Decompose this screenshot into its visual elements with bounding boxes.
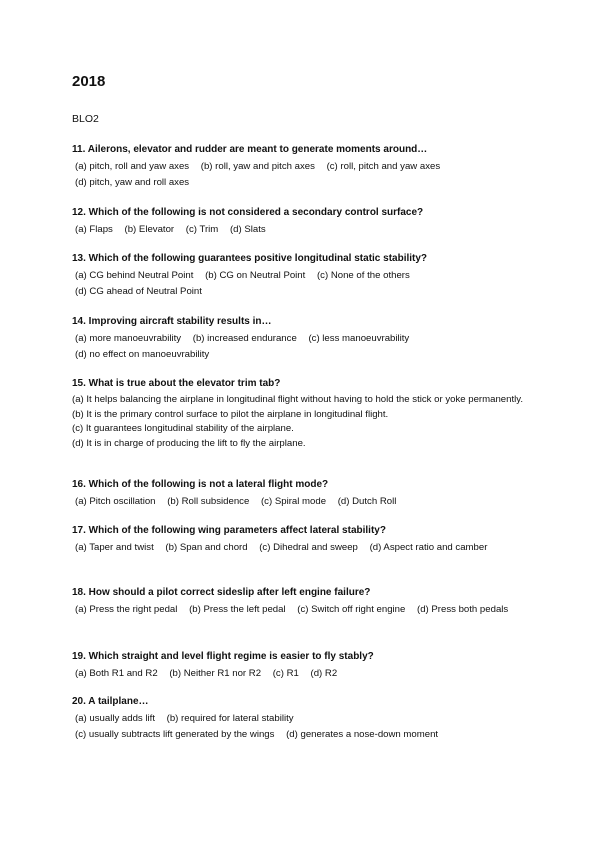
option-c: (c) Switch off right engine xyxy=(297,604,406,615)
question-12 xyxy=(72,205,524,238)
question-text: 20. A tailplane… xyxy=(72,696,149,707)
option-a: (a) Flaps xyxy=(75,224,113,235)
options xyxy=(72,222,524,238)
option-a: (a) Taper and twist xyxy=(75,542,154,553)
option-d: (d) R2 xyxy=(310,668,338,679)
option-d: (d) Aspect ratio and camber xyxy=(369,542,488,553)
option-c: (c) Spiral mode xyxy=(260,496,327,507)
option-d: (d) no effect on manoeuvrability xyxy=(75,349,210,360)
question-text: 19. Which straight and level flight regime is easier to fly stably? xyxy=(72,651,374,662)
option-b: (b) Elevator xyxy=(124,224,175,235)
option-d: (d) generates a nose-down moment xyxy=(286,729,439,740)
option-d: (d) Slats xyxy=(229,224,266,235)
option-b: (b) required for lateral stability xyxy=(166,713,294,724)
option-c: (c) roll, pitch and yaw axes xyxy=(326,161,441,172)
option-b: (b) Span and chord xyxy=(165,542,248,553)
question-text: 18. How should a pilot correct sideslip after left engine failure? xyxy=(72,587,371,598)
options xyxy=(72,331,524,363)
options xyxy=(72,540,524,556)
option-a: (a) usually adds lift xyxy=(75,713,155,724)
question-14 xyxy=(72,314,524,363)
options xyxy=(72,666,524,682)
option-a: (a) Press the right pedal xyxy=(75,604,178,615)
question-text: 16. Which of the following is not a lateral flight mode? xyxy=(72,479,329,490)
exam-code: BLO2 xyxy=(72,113,99,125)
option-a: (a) Pitch oscillation xyxy=(75,496,156,507)
options-row-2 xyxy=(72,727,524,743)
question-15 xyxy=(72,376,524,451)
question-11 xyxy=(72,142,524,191)
question-13 xyxy=(72,251,524,300)
question-text: 13. Which of the following guarantees positive longitudinal static stability? xyxy=(72,253,428,264)
option-b: (b) It is the primary control surface to pilot the airplane in longitudinal flight. xyxy=(72,408,389,420)
option-b: (b) Press the left pedal xyxy=(189,604,286,615)
option-d: (d) Press both pedals xyxy=(417,604,509,615)
option-d: (d) pitch, yaw and roll axes xyxy=(75,177,190,188)
options xyxy=(72,602,524,618)
options-row-1 xyxy=(72,711,524,727)
option-c: (c) Dihedral and sweep xyxy=(259,542,358,553)
question-19 xyxy=(72,649,524,682)
options xyxy=(72,268,524,300)
option-b: (b) increased endurance xyxy=(192,333,297,344)
question-text: 17. Which of the following wing parameters affect lateral stability? xyxy=(72,525,386,536)
question-text: 11. Ailerons, elevator and rudder are meant to generate moments around… xyxy=(72,144,428,155)
question-text: 12. Which of the following is not considered a secondary control surface? xyxy=(72,207,424,218)
option-a: (a) CG behind Neutral Point xyxy=(75,270,194,281)
question-16 xyxy=(72,477,524,510)
option-d: (d) Dutch Roll xyxy=(337,496,397,507)
option-a: (a) It helps balancing the airplane in longitudinal flight without having to hold the stick or yoke permanently. xyxy=(72,394,523,405)
option-c: (c) Trim xyxy=(185,224,219,235)
options xyxy=(72,159,524,191)
question-20 xyxy=(72,694,524,743)
option-c: (c) R1 xyxy=(272,668,299,679)
question-text: 15. What is true about the elevator trim tab? xyxy=(72,378,281,389)
option-c: (c) usually subtracts lift generated by the wings xyxy=(75,729,275,740)
option-c: (c) less manoeuvrability xyxy=(308,333,410,344)
option-b: (b) Roll subsidence xyxy=(167,496,250,507)
option-a: (a) Both R1 and R2 xyxy=(75,668,158,679)
option-a: (a) more manoeuvrability xyxy=(75,333,182,344)
option-a: (a) pitch, roll and yaw axes xyxy=(75,161,190,172)
option-b: (b) Neither R1 nor R2 xyxy=(169,668,262,679)
option-c: (c) It guarantees longitudinal stability of the airplane. xyxy=(72,423,294,434)
question-17 xyxy=(72,523,524,556)
question-text: 14. Improving aircraft stability results in… xyxy=(72,316,272,327)
option-d: (d) It is in charge of producing the lift to fly the airplane. xyxy=(72,437,306,449)
options xyxy=(72,494,524,510)
question-18 xyxy=(72,585,524,618)
year-heading: 2018 xyxy=(72,73,106,90)
option-b: (b) roll, yaw and pitch axes xyxy=(200,161,315,172)
option-d: (d) CG ahead of Neutral Point xyxy=(75,286,202,297)
option-c: (c) None of the others xyxy=(316,270,410,281)
option-b: (b) CG on Neutral Point xyxy=(205,270,306,281)
